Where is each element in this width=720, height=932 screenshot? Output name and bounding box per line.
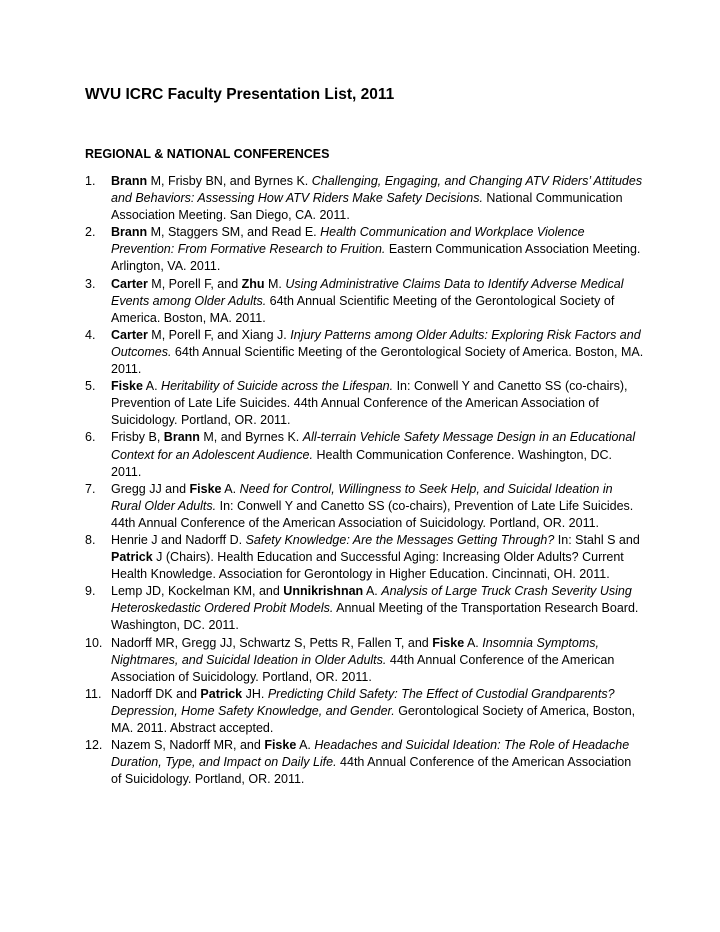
reference-entry: [85, 686, 645, 737]
reference-entry: [85, 532, 645, 583]
entry-citation: [111, 429, 645, 480]
reference-entry: [85, 327, 645, 378]
citation-text: Henrie J and Nadorff D.: [111, 532, 246, 547]
author-name: Patrick: [200, 686, 243, 701]
citation-text: Nazem S, Nadorff MR, and: [111, 738, 265, 753]
citation-text: Health Communication Conference. Washington, DC. 2011.: [111, 447, 612, 479]
citation-text: Lemp JD, Kockelman KM, and: [111, 584, 284, 599]
presentation-title: Injury Patterns among Older Adults: Exploring Risk Factors and Outcomes.: [111, 327, 641, 359]
author-name: Fiske: [264, 738, 297, 753]
entry-number: 7.: [85, 481, 96, 496]
presentation-title: Challenging, Engaging, and Changing ATV Riders’ Attitudes and Behaviors: Assessing How ATV Riders Make Safety Decisions.: [111, 174, 643, 206]
citation-text: M.: [264, 276, 286, 291]
author-name: Brann: [111, 174, 148, 188]
citation-text: Gerontological Society of America, Boston, MA. 2011. Abstract accepted.: [111, 703, 636, 735]
entry-citation: [111, 224, 645, 275]
presentation-title: Headaches and Suicidal Ideation: The Role of Headache Duration, Type, and Impact on Daily Life.: [111, 738, 630, 770]
citation-text: 64th Annual Scientific Meeting of the Gerontological Society of America. Boston, MA. 2011.: [111, 344, 644, 377]
citation-text: In: Stahl S and: [554, 532, 640, 547]
entry-citation: [111, 635, 645, 686]
author-name: Brann: [163, 430, 200, 445]
entry-citation: [111, 532, 645, 583]
citation-text: 44th Annual Conference of the American Association of Suicidology. Portland, OR. 2011.: [111, 755, 632, 787]
presentation-title: Analysis of Large Truck Crash Severity Using Heteroskedastic Ordered Probit Models.: [111, 584, 632, 616]
citation-text: Frisby B,: [111, 430, 164, 445]
presentation-title: Health Communication and Workplace Violence Prevention: From Formative Research to Fruition.: [111, 225, 585, 257]
reference-entry: [85, 429, 645, 480]
reference-entry: [85, 737, 645, 788]
entry-citation: [111, 481, 645, 532]
entry-number: 4.: [85, 327, 96, 342]
citation-text: A.: [296, 738, 315, 753]
citation-text: J (Chairs). Health Education and Successful Aging: Increasing Older Adults? Current Health Knowledge. Association for Gerontology in Higher Education. Cincinnati, OH. 2011.: [111, 550, 624, 582]
section-heading: REGIONAL & NATIONAL CONFERENCES: [85, 147, 330, 161]
entry-citation: [111, 378, 645, 429]
presentation-title: Predicting Child Safety: The Effect of Custodial Grandparents? Depression, Home Safety Knowledge, and Gender.: [111, 686, 615, 718]
entry-citation: [111, 327, 645, 378]
citation-text: In: Conwell Y and Canetto SS (co-chairs), Prevention of Late Life Suicides. 44th Annual Conference of the American Association of Suicidology. Portland, OR. 2011.: [111, 379, 628, 428]
reference-entry: [85, 635, 645, 686]
citation-text: Nadorff DK and: [111, 686, 201, 701]
entry-number: 9.: [85, 584, 96, 599]
reference-entry: [85, 481, 645, 532]
citation-text: A.: [363, 584, 382, 599]
presentation-title: Safety Knowledge: Are the Messages Getting Through?: [245, 532, 555, 547]
reference-entry: [85, 224, 645, 275]
citation-text: M, and Byrnes K.: [199, 430, 303, 445]
presentation-title: Need for Control, Willingness to Seek Help, and Suicidal Ideation in Rural Older Adults.: [111, 481, 613, 513]
author-name: Fiske: [189, 481, 222, 496]
page-title: WVU ICRC Faculty Presentation List, 2011: [85, 86, 395, 103]
entry-citation: [111, 173, 645, 224]
entry-number: 12.: [85, 738, 103, 753]
author-name: Fiske: [111, 379, 143, 394]
reference-entry: [85, 583, 645, 634]
entry-number: 8.: [85, 532, 96, 547]
presentation-title: Heritability of Suicide across the Lifespan.: [161, 379, 394, 394]
author-name: Unnikrishnan: [283, 584, 364, 599]
citation-text: A.: [142, 379, 162, 394]
entry-number: 3.: [85, 276, 96, 291]
citation-text: M, Staggers SM, and Read E.: [147, 225, 321, 240]
citation-text: In: Conwell Y and Canetto SS (co-chairs), Prevention of Late Life Suicides. 44th Annual Conference of the American Association of Suicidology. Portland, OR. 2011.: [111, 498, 634, 530]
author-name: Carter: [111, 327, 148, 342]
citation-text: 44th Annual Conference of the American Association of Suicidology. Portland, OR. 2011.: [111, 652, 615, 684]
entry-number: 1.: [85, 174, 96, 188]
entry-number: 10.: [85, 635, 103, 650]
citation-text: National Communication Association Meeting. San Diego, CA. 2011.: [111, 191, 623, 223]
reference-entry: [85, 378, 645, 429]
reference-list: [85, 173, 645, 788]
presentation-title: Using Administrative Claims Data to Identify Adverse Medical Events among Older Adults.: [111, 276, 624, 308]
citation-text: Nadorff MR, Gregg JJ, Schwartz S, Petts R, Fallen T, and: [111, 635, 433, 650]
author-name: Patrick: [111, 550, 153, 565]
entry-citation: [111, 737, 645, 788]
citation-text: A.: [221, 481, 240, 496]
entry-number: 5.: [85, 379, 96, 394]
entry-number: 6.: [85, 430, 96, 445]
entry-citation: [111, 276, 645, 327]
citation-text: 64th Annual Scientific Meeting of the Gerontological Society of America. Boston, MA. 2011.: [111, 293, 615, 325]
entry-number: 11.: [85, 686, 102, 701]
entry-citation: [111, 583, 645, 634]
author-name: Fiske: [432, 635, 465, 650]
citation-text: Annual Meeting of the Transportation Research Board. Washington, DC. 2011.: [111, 601, 639, 633]
citation-text: Gregg JJ and: [111, 481, 190, 496]
citation-text: M, Porell F, and: [147, 276, 242, 291]
reference-entry: [85, 276, 645, 327]
author-name: Brann: [111, 225, 148, 240]
presentation-title: Insomnia Symptoms, Nightmares, and Suicidal Ideation in Older Adults.: [111, 635, 599, 667]
citation-text: Eastern Communication Association Meeting. Arlington, VA. 2011.: [111, 242, 641, 274]
reference-entry: [85, 173, 645, 224]
author-name: Carter: [111, 276, 148, 291]
citation-text: M, Porell F, and Xiang J.: [147, 327, 291, 342]
citation-text: JH.: [242, 686, 268, 701]
presentation-title: All-terrain Vehicle Safety Message Design in an Educational Context for an Adolescent Audience.: [111, 430, 636, 462]
citation-text: A.: [464, 635, 483, 650]
entry-citation: [111, 686, 645, 737]
citation-text: M, Frisby BN, and Byrnes K.: [147, 174, 312, 188]
author-name: Zhu: [241, 276, 265, 291]
entry-number: 2.: [85, 225, 96, 240]
